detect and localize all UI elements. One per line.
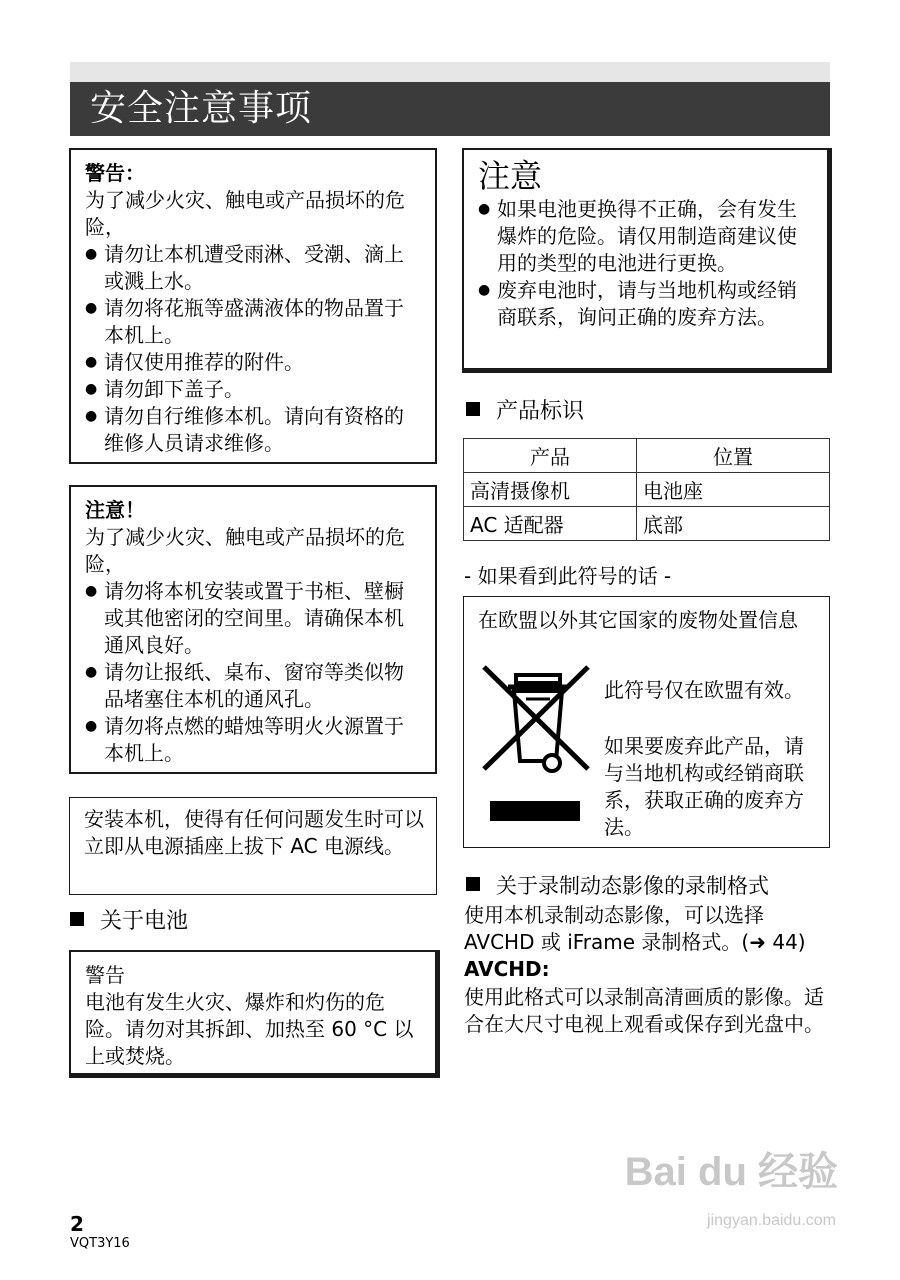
list-item: ● 请勿将点燃的蜡烛等明火火源置于本机上。 — [85, 713, 423, 767]
battery-warning-text: 电池有发生火灾、爆炸和灼伤的危险。请勿对其拆卸、加热至 60 °C 以上或焚烧。 — [85, 990, 414, 1068]
watermark-url: jingyan.baidu.com — [707, 1212, 836, 1229]
recording-text: 使用本机录制动态影像，可以选择 AVCHD 或 iFrame 录制格式。(➜ 44) — [464, 903, 806, 954]
table-header: 位置 — [637, 439, 830, 473]
table-header-row — [464, 439, 830, 473]
title-bar — [70, 82, 830, 136]
table-cell: 底部 — [637, 507, 830, 541]
caution-heading: 注意！ — [85, 498, 145, 522]
table-row — [464, 507, 830, 541]
recording-section-title: 关于录制动态影像的录制格式 — [466, 872, 769, 900]
caution-list — [85, 578, 423, 767]
disposal-box — [463, 596, 830, 848]
list-item: ● 请勿将本机安装或置于书柜、壁橱或其他密闭的空间里。请确保本机通风良好。 — [85, 578, 423, 659]
list-item: ● 请勿让报纸、桌布、窗帘等类似物品堵塞住本机的通风孔。 — [85, 659, 423, 713]
attention-box — [462, 148, 832, 373]
list-item: ● 请勿将花瓶等盛满液体的物品置于本机上。 — [85, 295, 423, 349]
warning-list — [85, 241, 423, 457]
battery-warning-box — [69, 950, 440, 1078]
list-item: ● 请仅使用推荐的附件。 — [85, 349, 423, 376]
warning-intro: 为了减少火灾、触电或产品损坏的危险， — [85, 188, 405, 239]
table-cell: AC 适配器 — [464, 507, 637, 541]
list-item: ● 请勿自行维修本机。请向有资格的维修人员请求维修。 — [85, 403, 423, 457]
disposal-text-1: 此符号仅在欧盟有效。 — [604, 678, 804, 702]
disposal-heading: 在欧盟以外其它国家的废物处置信息 — [478, 608, 798, 632]
product-id-title: 产品标识 — [466, 398, 584, 426]
attention-list — [478, 196, 815, 331]
table-cell: 高清摄像机 — [464, 473, 637, 507]
symbol-note: - 如果看到此符号的话 - — [464, 564, 672, 588]
page-number: 2 — [70, 1212, 84, 1236]
battery-warning-heading: 警告 — [85, 963, 125, 987]
list-item: ● 如果电池更换得不正确，会有发生爆炸的危险。请仅用制造商建议使用的类型的电池进行更换。 — [478, 196, 815, 277]
warning-box — [69, 148, 437, 464]
table-cell: 电池座 — [637, 473, 830, 507]
table-row — [464, 473, 830, 507]
avchd-text: 使用此格式可以录制高清画质的影像。适合在大尺寸电视上观看或保存到光盘中。 — [464, 985, 824, 1036]
doc-code: VQT3Y16 — [70, 1236, 130, 1251]
table-header: 产品 — [464, 439, 637, 473]
square-bullet-icon — [70, 912, 84, 926]
page-title: 安全注意事项 — [90, 88, 313, 129]
disposal-text-2: 如果要废弃此产品，请与当地机构或经销商联系，获取正确的废弃方法。 — [604, 734, 804, 839]
square-bullet-icon — [466, 402, 480, 416]
warning-heading: 警告： — [85, 161, 145, 185]
product-id-table — [463, 438, 830, 541]
caution-box — [69, 485, 437, 774]
watermark-logo: Bai du 经验 — [624, 1150, 838, 1194]
list-item: ● 请勿卸下盖子。 — [85, 376, 423, 403]
caution-intro: 为了减少火灾、触电或产品损坏的危险， — [85, 525, 405, 576]
battery-section-title: 关于电池 — [70, 908, 188, 936]
title-bar-top — [70, 62, 830, 82]
list-item: ● 请勿让本机遭受雨淋、受潮、滴上或溅上水。 — [85, 241, 423, 295]
attention-heading: 注意 — [478, 157, 543, 195]
crossed-bin-icon — [478, 663, 594, 823]
install-note-box — [69, 797, 437, 895]
square-bullet-icon — [466, 877, 480, 891]
avchd-heading: AVCHD: — [464, 957, 550, 981]
install-note: 安装本机，使得有任何问题发生时可以立即从电源插座上拔下 AC 电源线。 — [84, 807, 424, 858]
list-item: ● 废弃电池时，请与当地机构或经销商联系，询问正确的废弃方法。 — [478, 277, 815, 331]
